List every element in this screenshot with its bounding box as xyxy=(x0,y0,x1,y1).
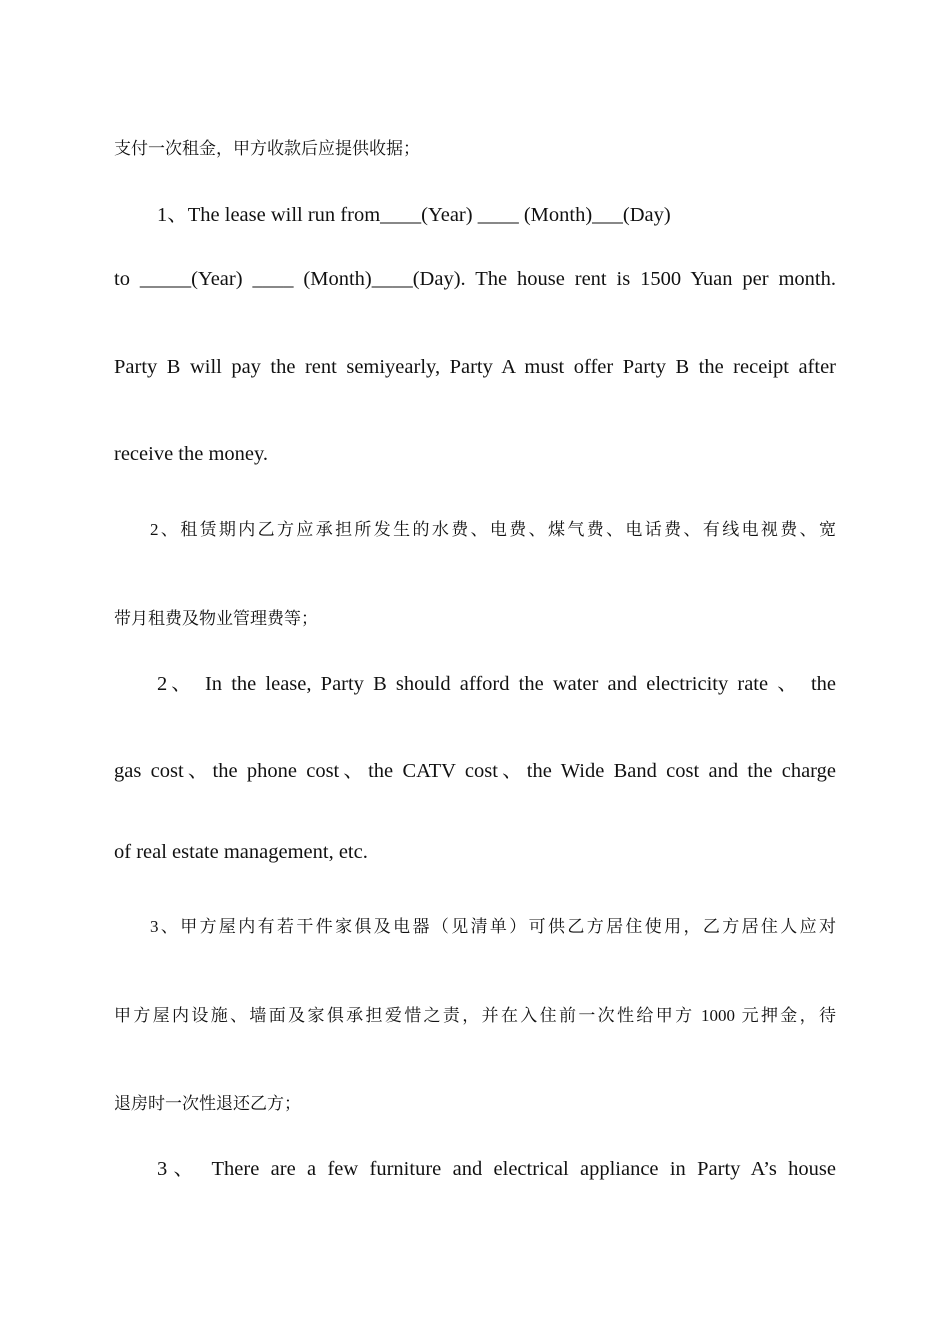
text-line: 2、租赁期内乙方应承担所发生的水费、电费、煤气费、电话费、有线电视费、宽 xyxy=(150,520,836,539)
text-line: gas cost、the phone cost、the CATV cost、the Wide Band cost and the charge xyxy=(114,760,836,782)
text-line: 退房时一次性退还乙方； xyxy=(114,1094,301,1113)
text-line: Party B will pay the rent semiyearly, Party A must offer Party B the receipt after xyxy=(114,356,836,378)
text-line: 甲方屋内设施、墙面及家俱承担爱惜之责，并在入住前一次性给甲方 1000 元押金，待 xyxy=(114,1006,836,1025)
text-line: 3、 There are a few furniture and electrical appliance in Party A’s house xyxy=(157,1158,836,1180)
text-line: 3、甲方屋内有若干件家俱及电器（见清单）可供乙方居住使用，乙方居住人应对 xyxy=(150,917,836,936)
text-line: 1、The lease will run from____(Year) ____ (Month)___(Day) xyxy=(157,204,671,226)
text-line: of real estate management, etc. xyxy=(114,841,368,863)
text-line: 支付一次租金，甲方收款后应提供收据； xyxy=(114,139,420,158)
text-line: 带月租费及物业管理费等； xyxy=(114,609,318,628)
text-line: to _____(Year) ____ (Month)____(Day). The house rent is 1500 Yuan per month. xyxy=(114,268,836,290)
text-line: 2、 In the lease, Party B should afford the water and electricity rate 、 the xyxy=(157,673,836,695)
text-line: receive the money. xyxy=(114,443,269,465)
